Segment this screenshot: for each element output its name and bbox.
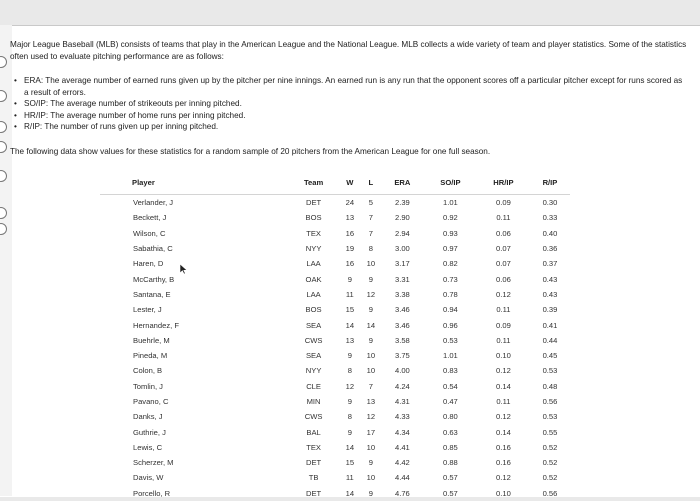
table-cell: 9 <box>347 397 352 406</box>
table-cell: DET <box>305 488 322 498</box>
table-row <box>100 486 570 501</box>
table-cell: 13 <box>366 397 376 406</box>
table-cell: 0.53 <box>542 366 558 376</box>
table-cell: 0.16 <box>496 442 511 452</box>
table-cell: DET <box>305 458 322 468</box>
table-cell: 0.36 <box>542 244 558 254</box>
table-cell: 14 <box>345 488 355 498</box>
table-cell: 0.56 <box>542 397 558 406</box>
table-cell: 7 <box>368 213 373 223</box>
table-cell: 0.39 <box>542 305 558 315</box>
table-cell: 0.11 <box>496 305 511 315</box>
table-row <box>100 302 570 317</box>
table-cell: 0.55 <box>542 427 558 437</box>
table-cell: 0.63 <box>443 427 458 437</box>
table-cell: 12 <box>366 412 376 422</box>
table-cell: 0.44 <box>542 335 558 345</box>
table-cell: 16 <box>345 228 355 238</box>
radio-option-icon[interactable] <box>0 56 7 68</box>
table-cell: 8 <box>347 412 352 422</box>
table-cell: 0.80 <box>443 412 458 422</box>
table-cell: Sabathia, C <box>133 244 173 254</box>
table-cell: 3.46 <box>394 305 410 315</box>
table-cell: Davis, W <box>133 473 164 483</box>
table-cell: 2.94 <box>394 228 410 238</box>
table-cell: 9 <box>368 274 373 284</box>
table-cell: 14 <box>366 320 376 330</box>
table-cell: 8 <box>347 366 352 376</box>
table-cell: Colon, B <box>133 366 163 376</box>
radio-option-icon[interactable] <box>0 170 7 182</box>
table-row <box>100 424 570 439</box>
table-cell: 3.58 <box>394 335 410 345</box>
table-cell: LAA <box>306 259 321 269</box>
table-row <box>100 348 570 363</box>
table-cell: LAA <box>306 289 321 299</box>
table-cell: 0.47 <box>443 397 458 406</box>
table-cell: 4.31 <box>394 397 410 406</box>
table-row <box>100 379 570 394</box>
table-cell: 4.41 <box>394 442 410 452</box>
table-cell: 0.10 <box>496 351 511 361</box>
table-row <box>100 317 570 332</box>
table-cell: CLE <box>306 381 321 391</box>
table-cell: MIN <box>306 397 321 406</box>
table-cell: Danks, J <box>133 412 163 422</box>
bullet-era: • ERA: The average number of earned runs given up by the pitcher per nine innings. An earned run is any run that the opponent scores off a particular pitcher except for runs scored as a result of errors. <box>14 75 684 98</box>
table-cell: 7 <box>368 228 373 238</box>
table-cell: 0.09 <box>496 320 511 330</box>
table-row <box>100 409 570 424</box>
table-cell: 0.82 <box>443 259 458 269</box>
table-cell: 0.57 <box>443 488 458 498</box>
radio-option-icon[interactable] <box>0 121 7 133</box>
table-cell: 1.01 <box>443 351 458 361</box>
table-cell: 0.56 <box>542 488 558 498</box>
table-cell: 0.14 <box>496 381 511 391</box>
table-cell: Hernandez, F <box>133 320 180 330</box>
definition-list <box>14 75 684 133</box>
table-row <box>100 333 570 348</box>
table-cell: 10 <box>366 351 376 361</box>
table-row <box>100 363 570 378</box>
table-cell: 3.00 <box>394 244 410 254</box>
table-cell: CWS <box>304 335 323 345</box>
table-cell: 0.41 <box>542 320 558 330</box>
table-cell: Lester, J <box>133 305 162 315</box>
table-header-row <box>100 170 570 195</box>
table-cell: 0.54 <box>443 381 458 391</box>
left-gutter <box>0 25 12 496</box>
table-cell: TEX <box>306 228 321 238</box>
table-cell: 0.73 <box>443 274 458 284</box>
table-cell: 4.34 <box>394 427 410 437</box>
table-cell: 12 <box>345 381 355 391</box>
table-cell: 0.09 <box>496 198 511 208</box>
column-header: ERA <box>381 170 424 195</box>
column-header: L <box>361 170 381 195</box>
table-cell: 10 <box>366 366 376 376</box>
table-cell: 0.43 <box>542 289 558 299</box>
table-cell: 4.42 <box>394 458 410 468</box>
table-cell: 0.11 <box>496 213 511 223</box>
table-cell: 0.07 <box>496 244 511 254</box>
table-cell: 0.12 <box>496 366 511 376</box>
table-cell: 0.06 <box>496 274 511 284</box>
table-cell: BAL <box>306 427 321 437</box>
table-cell: 0.37 <box>542 259 558 269</box>
table-cell: 0.12 <box>496 473 511 483</box>
table-row <box>100 226 570 241</box>
table-cell: 15 <box>345 458 355 468</box>
table-cell: 0.10 <box>496 488 511 498</box>
table-cell: Porcello, R <box>133 488 171 498</box>
table-cell: Haren, D <box>133 259 164 269</box>
table-cell: 0.57 <box>443 473 458 483</box>
radio-option-icon[interactable] <box>0 207 7 219</box>
table-cell: 0.92 <box>443 213 458 223</box>
table-cell: Buehrle, M <box>133 335 170 345</box>
intro-paragraph: Major League Baseball (MLB) consists of teams that play in the American League and the National League. MLB collects a wide variety of team and player statistics. Some of the statistics often used to evaluate pitching performance are as follows: <box>10 40 687 61</box>
column-header: R/IP <box>530 170 570 195</box>
table-cell: 9 <box>347 351 352 361</box>
table-cell: 13 <box>345 335 355 345</box>
table-cell: 4.76 <box>394 488 410 498</box>
table-cell: 16 <box>345 259 355 269</box>
table-cell: 9 <box>368 335 373 345</box>
table-cell: Pineda, M <box>133 351 168 361</box>
table-cell: 13 <box>345 213 355 223</box>
table-cell: 0.12 <box>496 412 511 422</box>
radio-option-icon[interactable] <box>0 223 7 235</box>
table-cell: 14 <box>345 442 355 452</box>
table-row <box>100 271 570 286</box>
table-cell: 4.00 <box>394 366 410 376</box>
table-cell: 2.90 <box>394 213 410 223</box>
table-cell: 0.97 <box>443 244 458 254</box>
table-cell: BOS <box>305 213 322 223</box>
table-cell: OAK <box>305 274 322 284</box>
table-cell: 0.53 <box>443 335 458 345</box>
table-cell: 0.52 <box>542 473 558 483</box>
table-cell: 0.78 <box>443 289 458 299</box>
radio-option-icon[interactable] <box>0 141 7 153</box>
table-cell: 9 <box>368 305 373 315</box>
table-cell: 3.46 <box>394 320 410 330</box>
table-cell: 0.53 <box>542 412 558 422</box>
mouse-cursor-icon <box>180 264 188 274</box>
column-header: SO/IP <box>424 170 477 195</box>
table-cell: 10 <box>366 442 376 452</box>
table-cell: 3.31 <box>394 274 410 284</box>
table-row <box>100 470 570 485</box>
table-row <box>100 440 570 455</box>
table-row <box>100 195 570 211</box>
data-description: The following data show values for these statistics for a random sample of 20 pitchers from the American League for one full season. <box>10 147 491 156</box>
table-cell: 0.33 <box>542 213 558 223</box>
table-cell: 10 <box>366 259 376 269</box>
table-cell: SEA <box>305 320 322 330</box>
table-cell: 0.16 <box>496 458 511 468</box>
table-cell: Tomlin, J <box>133 381 163 391</box>
table-cell: McCarthy, B <box>133 274 175 284</box>
table-cell: 0.96 <box>443 320 458 330</box>
table-cell: 0.07 <box>496 259 511 269</box>
table-cell: 4.33 <box>394 412 410 422</box>
table-cell: 0.43 <box>542 274 558 284</box>
table-cell: 3.38 <box>394 289 410 299</box>
table-cell: NYY <box>305 244 322 254</box>
table-row <box>100 241 570 256</box>
table-cell: NYY <box>305 366 322 376</box>
table-cell: SEA <box>305 351 322 361</box>
table-cell: 3.75 <box>394 351 410 361</box>
table-cell: 0.52 <box>542 442 558 452</box>
table-cell: Verlander, J <box>133 198 174 208</box>
table-cell: CWS <box>304 412 323 422</box>
table-cell: 9 <box>368 488 373 498</box>
table-cell: 4.24 <box>394 381 410 391</box>
table-cell: Wilson, C <box>133 228 166 238</box>
table-cell: 0.94 <box>443 305 458 315</box>
table-cell: BOS <box>305 305 322 315</box>
table-cell: 9 <box>347 427 352 437</box>
table-cell: Guthrie, J <box>133 427 166 437</box>
table-cell: 7 <box>368 381 373 391</box>
table-cell: 0.85 <box>443 442 458 452</box>
column-header: HR/IP <box>477 170 530 195</box>
table-cell: TB <box>308 473 319 483</box>
table-cell: 8 <box>368 244 373 254</box>
table-row <box>100 256 570 271</box>
table-cell: Lewis, C <box>133 442 163 452</box>
table-cell: 12 <box>366 289 376 299</box>
table-row <box>100 455 570 470</box>
column-header: Team <box>288 170 339 195</box>
table-cell: 0.11 <box>496 335 511 345</box>
table-cell: DET <box>305 198 322 208</box>
table-cell: 0.88 <box>443 458 458 468</box>
table-cell: 24 <box>345 198 355 208</box>
table-cell: 9 <box>368 458 373 468</box>
table-cell: 0.12 <box>496 289 511 299</box>
table-cell: 15 <box>345 305 355 315</box>
column-header: Player <box>100 170 288 195</box>
table-cell: 5 <box>368 198 373 208</box>
table-cell: 9 <box>347 274 352 284</box>
table-cell: 0.93 <box>443 228 458 238</box>
table-row <box>100 394 570 409</box>
table-row <box>100 287 570 302</box>
table-cell: 4.44 <box>394 473 410 483</box>
table-cell: 1.01 <box>443 198 458 208</box>
table-cell: 0.06 <box>496 228 511 238</box>
table-cell: Scherzer, M <box>133 458 174 468</box>
bullet-hr-ip: • HR/IP: The average number of home runs per inning pitched. <box>14 110 684 122</box>
table-cell: 3.17 <box>394 259 410 269</box>
table-cell: 14 <box>345 320 355 330</box>
table-cell: 19 <box>345 244 355 254</box>
table-cell: 10 <box>366 473 376 483</box>
table-cell: 0.14 <box>496 427 511 437</box>
table-cell: 0.48 <box>542 381 558 391</box>
bullet-r-ip: • R/IP: The number of runs given up per inning pitched. <box>14 121 684 133</box>
bullet-so-ip: • SO/IP: The average number of strikeouts per inning pitched. <box>14 98 684 110</box>
table-cell: 0.52 <box>542 458 558 468</box>
table-cell: 0.83 <box>443 366 458 376</box>
table-cell: 0.40 <box>542 228 558 238</box>
table-cell: TEX <box>306 442 321 452</box>
table-row <box>100 210 570 225</box>
table-cell: Beckett, J <box>133 213 167 223</box>
radio-option-icon[interactable] <box>0 90 7 102</box>
table-cell: 11 <box>345 473 354 483</box>
table-cell: Pavano, C <box>133 397 169 406</box>
table-cell: Santana, E <box>133 289 171 299</box>
table-cell: 11 <box>345 289 354 299</box>
table-cell: 17 <box>366 427 376 437</box>
table-cell: 2.39 <box>394 198 410 208</box>
pitcher-stats-table <box>100 170 570 501</box>
column-header: W <box>339 170 361 195</box>
table-cell: 0.45 <box>542 351 558 361</box>
table-cell: 0.30 <box>542 198 558 208</box>
table-cell: 0.11 <box>496 397 511 406</box>
